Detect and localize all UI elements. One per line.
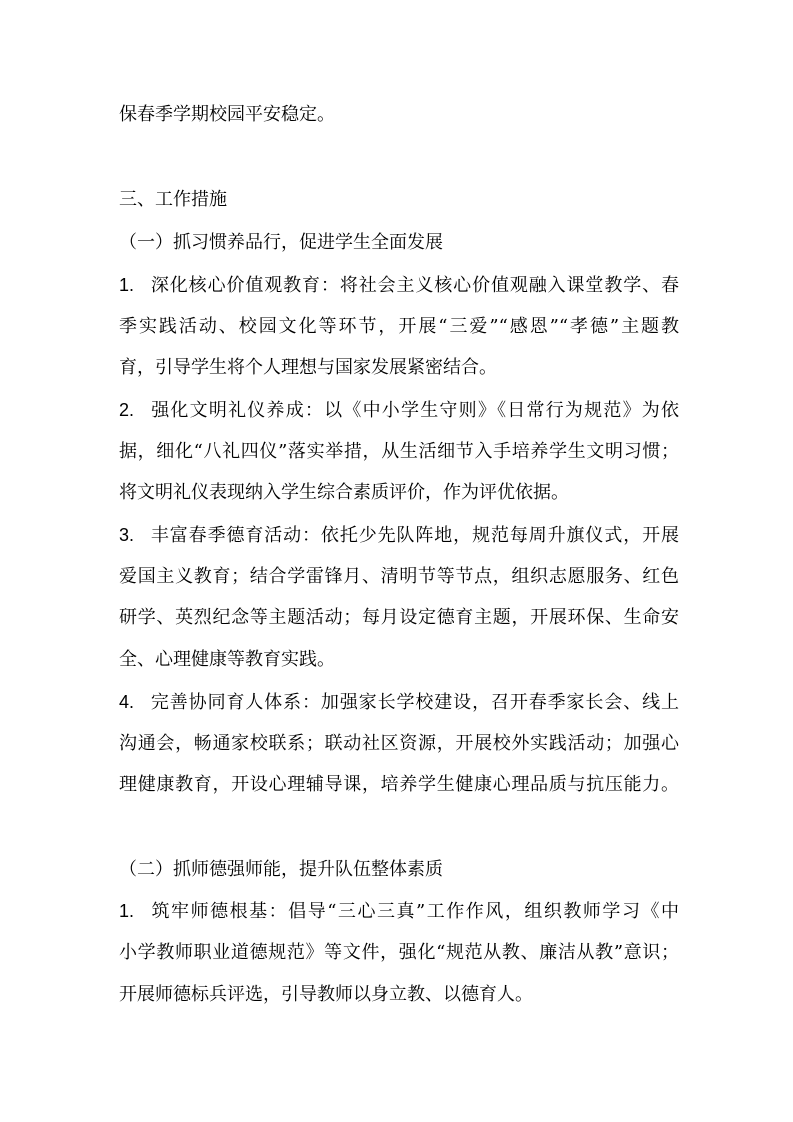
list-item-1-4-line-3: 理健康教育，开设心理辅导课，培养学生健康心理品质与抗压能力。 [119,774,679,795]
list-item-number: 2. [119,400,135,420]
list-item-number: 3. [119,525,135,545]
list-item-1-2-line-1 [119,398,679,423]
list-item-1-2-line-2: 据，细化“八礼四仪”落实举措，从生活细节入手培养学生文明习惯； [119,441,679,462]
list-item-text: 筑牢师德根基：倡导“三心三真”工作作风，组织教师学习《中 [150,901,679,922]
list-item-1-1-line-2: 季实践活动、校园文化等环节，开展“三爱”“感恩”“孝德”主题教 [119,316,679,337]
list-item-2-1-line-1 [119,899,679,924]
subsection-heading-1: （一）抓习惯养品行，促进学生全面发展 [119,232,443,253]
list-item-1-3-line-4: 全、心理健康等教育实践。 [119,649,335,670]
list-item-1-1-line-1 [119,273,679,298]
intro-tail-text: 保春季学期校园平安稳定。 [119,104,335,125]
list-item-text: 强化文明礼仪养成：以《中小学生守则》《日常行为规范》为依 [150,400,679,421]
list-item-number: 4. [119,692,135,712]
list-item-1-3-line-2: 爱国主义教育；结合学雷锋月、清明节等节点，组织志愿服务、红色 [119,566,679,587]
list-item-number: 1. [119,275,135,295]
list-item-1-2-line-3: 将文明礼仪表现纳入学生综合素质评价，作为评优依据。 [119,482,569,503]
list-item-text: 深化核心价值观教育：将社会主义核心价值观融入课堂教学、春 [150,275,679,296]
list-item-1-1-line-3: 育，引导学生将个人理想与国家发展紧密结合。 [119,357,497,378]
list-item-1-3-line-3: 研学、英烈纪念等主题活动；每月设定德育主题，开展环保、生命安 [119,607,679,628]
list-item-text: 完善协同育人体系：加强家长学校建设，召开春季家长会、线上 [150,692,679,713]
list-item-text: 丰富春季德育活动：依托少先队阵地，规范每周升旗仪式，开展 [150,525,679,546]
list-item-2-1-line-2: 小学教师职业道德规范》等文件，强化“规范从教、廉洁从教”意识； [119,942,679,963]
list-item-1-4-line-1 [119,690,679,715]
list-item-1-4-line-2: 沟通会，畅通家校联系；联动社区资源，开展校外实践活动；加强心 [119,733,679,754]
list-item-1-3-line-1 [119,523,679,548]
list-item-number: 1. [119,901,135,921]
list-item-2-1-line-3: 开展师德标兵评选，引导教师以身立教、以德育人。 [119,984,533,1005]
subsection-heading-2: （二）抓师德强师能，提升队伍整体素质 [119,859,443,880]
section-heading: 三、工作措施 [119,189,227,210]
